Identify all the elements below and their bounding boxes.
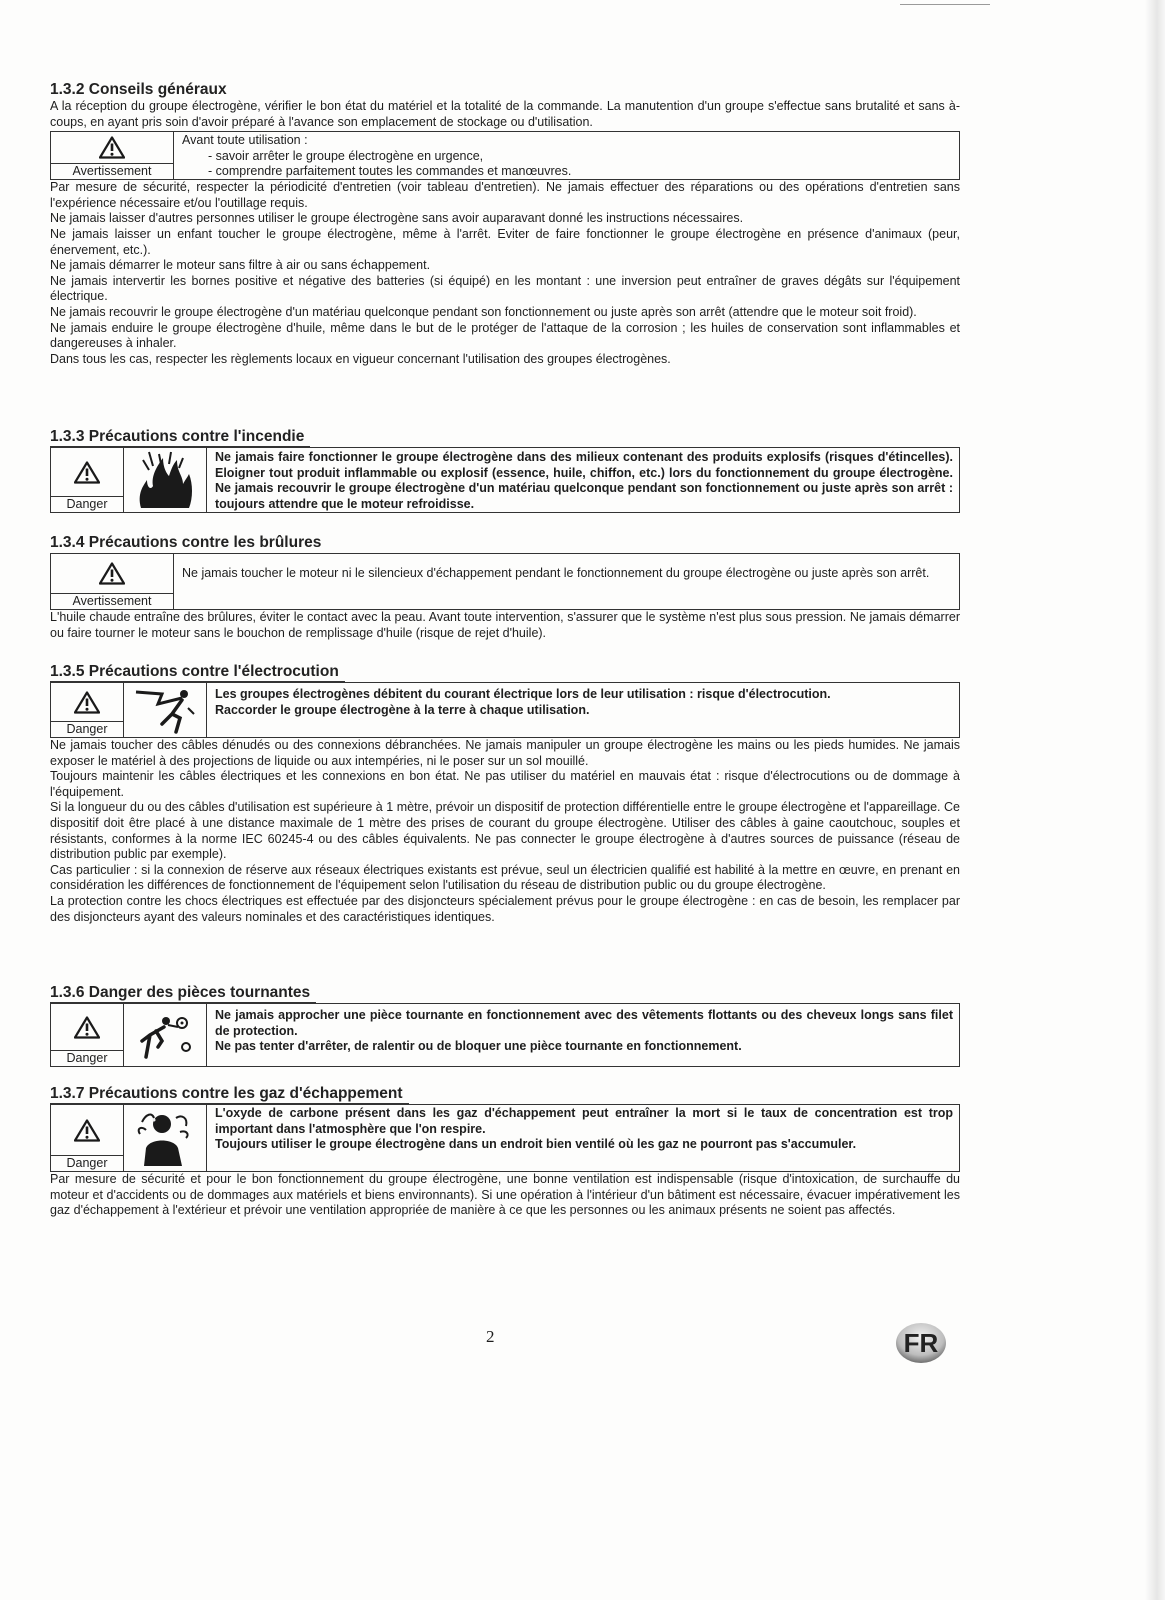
warning-triangle-icon [51, 132, 173, 163]
body-paragraph: Ne jamais recouvrir le groupe électrogène d'un matériau quelconque pendant son fonctionnement ou juste après son arrêt (attendre que le moteur soit froid). [50, 304, 917, 319]
electrocution-icon [124, 683, 207, 737]
section-exhaust-gas [50, 1084, 960, 1219]
danger-box [50, 682, 960, 738]
danger-text: Ne jamais faire fonctionner le groupe électrogène dans des milieux contenant des produits explosifs (risques d'étincelles). Eloigner tout produit inflammable ou explosif (essence, huile, chiffon, etc.) lors du fonctionnement du groupe électrogène. Ne jamais recouvrir le groupe électrogène d'un matériau quelconque pendant son fonctionnement ou juste après son arrêt : toujours attendre que le moteur refroidisse. [215, 450, 953, 511]
danger-box [50, 1003, 960, 1067]
section-burns [50, 533, 960, 641]
body-paragraph: Dans tous les cas, respecter les règlements locaux en vigueur concernant l'utilisation des groupes électrogènes. [50, 351, 671, 366]
exhaust-gas-icon [124, 1105, 207, 1171]
warning-label: Avertissement [51, 593, 173, 609]
warning-triangle-icon [51, 683, 123, 721]
warning-triangle-icon [51, 1105, 123, 1155]
danger-box [50, 1104, 960, 1172]
body-paragraph: Ne jamais laisser d'autres personnes utiliser le groupe électrogène sans avoir auparavant donné les instructions nécessaires. [50, 211, 744, 226]
danger-text-line: Ne jamais approcher une pièce tournante en fonctionnement avec des vêtements flottants ou des cheveux longs sans filet de protection. [215, 1008, 953, 1038]
warning-label-cell [51, 554, 174, 609]
warning-triangle-icon [51, 448, 123, 496]
language-badge [894, 1321, 948, 1365]
warning-text [174, 132, 959, 179]
warning-label-cell [51, 132, 174, 179]
section-heading: 1.3.4 Précautions contre les brûlures [50, 534, 322, 551]
section-heading: 1.3.3 Précautions contre l'incendie [50, 427, 310, 447]
danger-text [207, 1004, 959, 1066]
danger-text-line: Les groupes électrogènes débitent du courant électrique lors de leur utilisation : risque d'électrocution. [215, 687, 831, 701]
danger-text [207, 683, 959, 737]
danger-label-cell [51, 1105, 124, 1171]
danger-label-cell [51, 1004, 124, 1066]
fire-icon [124, 448, 207, 512]
body-paragraph: Par mesure de sécurité et pour le bon fonctionnement du groupe électrogène, une bonne ventilation est indispensable (risque d'intoxication, de surchauffe du moteur et d'accidents ou de dommages aux matériels et biens environnants). Si une opération à l'intérieur d'un bâtiment est nécessaire, évacuer impérativement les gaz d'échappement à l'extérieur et prévoir une ventilation appropriée de manière à ce que les personnes ou les animaux présents ne soient pas affectés. [50, 1172, 960, 1218]
section-electrocution [50, 662, 960, 925]
warning-box [50, 553, 960, 610]
body-paragraph: L'huile chaude entraîne des brûlures, éviter le contact avec la peau. Avant toute intervention, s'assurer que le système n'est plus sous pression. Ne jamais démarrer ou faire tourner le moteur sans le bouchon de remplissage d'huile (risque de rejet d'huile). [50, 610, 960, 640]
body-paragraph: Ne jamais démarrer le moteur sans filtre à air ou sans échappement. [50, 258, 431, 273]
scan-edge-shadow [965, 0, 1165, 1600]
body-paragraph: Ne jamais toucher des câbles dénudés ou des connexions débranchées. Ne jamais manipuler un groupe électrogène les mains ou les pieds humides. Ne jamais exposer le matériel à des projections de liquide ou aux intempéries, ni le poser sur un sol mouillé. [50, 738, 960, 768]
section-heading: 1.3.6 Danger des pièces tournantes [50, 983, 316, 1003]
page-number: 2 [486, 1327, 495, 1346]
danger-text-line: Ne pas tenter d'arrêter, de ralentir ou de bloquer une pièce tournante en fonctionnement. [215, 1039, 742, 1054]
warning-line: - comprendre parfaitement toutes les commandes et manœuvres. [208, 164, 572, 179]
section-heading: 1.3.7 Précautions contre les gaz d'échappement [50, 1084, 409, 1104]
danger-label: Danger [51, 1155, 123, 1171]
warning-text: Ne jamais toucher le moteur ni le silencieux d'échappement pendant le fonctionnement du groupe électrogène ou juste après son arrêt. [182, 566, 930, 580]
section-heading: 1.3.2 Conseils généraux [50, 81, 227, 98]
danger-label: Danger [51, 721, 123, 737]
language-badge-text: FR [903, 1328, 939, 1358]
danger-text [207, 1105, 959, 1171]
danger-label: Danger [51, 496, 123, 512]
section-heading: 1.3.5 Précautions contre l'électrocution [50, 662, 345, 682]
body-paragraph: Par mesure de sécurité, respecter la périodicité d'entretien (voir tableau d'entretien). Ne jamais effectuer des réparations ou des opérations d'entretien sans l'expérience nécessaire et/ou l'outillage requis. [50, 180, 960, 210]
warning-triangle-icon [51, 1004, 123, 1050]
body-paragraph: Ne jamais intervertir les bornes positive et négative des batteries (si équipé) en les montant : une inversion peut entraîner de graves dégâts sur l'équipement électrique. [50, 273, 960, 304]
intro-paragraph: A la réception du groupe électrogène, vérifier le bon état du matériel et la totalité de la commande. La manutention d'un groupe s'effectue sans brutalité et sans à-coups, en ayant pris soin d'avoir préparé à l'avance son emplacement de stockage ou d'utilisation. [50, 99, 960, 129]
warning-line: Avant toute utilisation : [182, 133, 308, 148]
section-rotating-parts [50, 983, 960, 1067]
warning-box [50, 131, 960, 180]
danger-text-line: L'oxyde de carbone présent dans les gaz d'échappement peut entraîner la mort si le taux de concentration est trop important dans l'atmosphère que l'on respire. [215, 1106, 953, 1136]
section-fire [50, 427, 960, 513]
danger-box [50, 447, 960, 513]
danger-label: Danger [51, 1050, 123, 1066]
warning-triangle-icon [51, 554, 173, 593]
section-general-advice [50, 80, 960, 367]
rotating-parts-icon [124, 1004, 207, 1066]
warning-label: Avertissement [51, 163, 173, 179]
body-paragraph: Cas particulier : si la connexion de réserve aux réseaux électriques existants est prévue, seul un électricien qualifié est habilité à la mettre en œuvre, en prenant en considération les différences de fonctionnement de l'équipement selon l'utilisation du réseau de distribution public ou du groupe électrogène. [50, 862, 960, 893]
danger-label-cell [51, 448, 124, 512]
danger-text-line: Toujours utiliser le groupe électrogène dans un endroit bien ventilé où les gaz ne pourront pas s'accumuler. [215, 1137, 857, 1152]
body-paragraph: Ne jamais laisser un enfant toucher le groupe électrogène, même à l'arrêt. Eviter de faire fonctionner le groupe électrogène en présence d'animaux (peur, énervement, etc.). [50, 226, 960, 257]
body-paragraph: Si la longueur du ou des câbles d'utilisation est supérieure à 1 mètre, prévoir un dispositif de protection différentielle entre le groupe électrogène et l'appareillage. Ce dispositif doit être placé à une distance maximale de 1 mètre des prises de courant du groupe électrogène. Utiliser des câbles à gaine caoutchouc, souples et résistants, conformes à la norme IEC 60245-4 ou des câbles équivalents. Ne pas connecter le groupe électrogène à d'autres sources de puissance (réseau de distribution public par exemple). [50, 800, 960, 862]
body-paragraph: La protection contre les chocs électriques est effectuée par des disjoncteurs spécialement prévus pour le groupe électrogène : en cas de besoin, les remplacer par des disjoncteurs ayant des valeurs nominales et des caractéristiques identiques. [50, 893, 960, 924]
danger-label-cell [51, 683, 124, 737]
body-paragraph: Toujours maintenir les câbles électriques et les connexions en bon état. Ne pas utiliser du matériel en mauvais état : risque d'électrocutions ou de dommage à l'équipement. [50, 769, 960, 799]
danger-text-line: Raccorder le groupe électrogène à la terre à chaque utilisation. [215, 702, 590, 717]
warning-line: - savoir arrêter le groupe électrogène en urgence, [208, 148, 484, 163]
body-paragraph: Ne jamais enduire le groupe électrogène d'huile, même dans le but de le protéger de l'attaque de la corrosion ; les huiles de conservation sont inflammables et dangereuses à inhaler. [50, 320, 960, 351]
